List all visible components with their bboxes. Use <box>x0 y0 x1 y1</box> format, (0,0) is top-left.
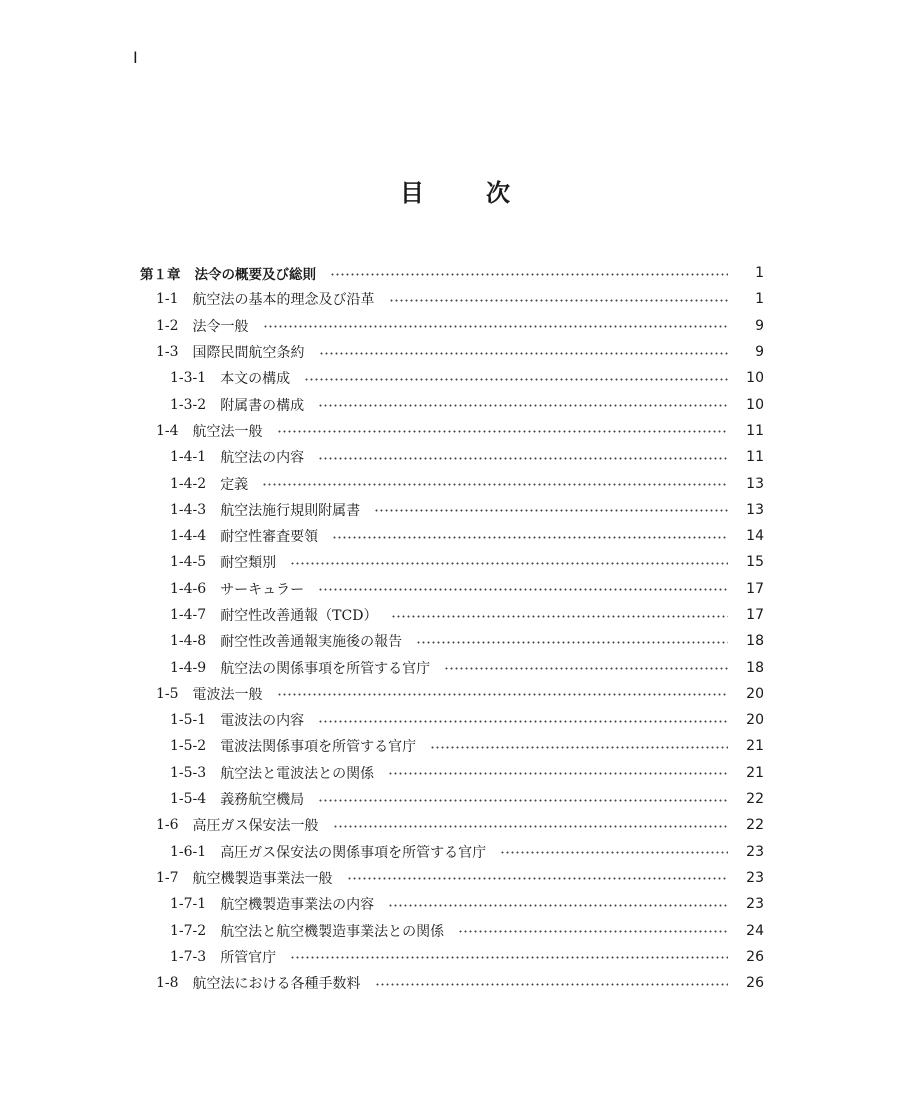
toc-entry-page: 10 <box>746 370 764 387</box>
toc-entry-number: 1-7-1 <box>170 896 207 913</box>
toc-entry-number: 1-4-7 <box>170 607 207 623</box>
toc-entry-title: 航空機製造事業法の内容 <box>220 897 375 914</box>
toc-entry-title: サーキュラー <box>220 581 305 598</box>
toc-entry-number: 1-6-1 <box>170 843 207 860</box>
dot-leader <box>319 352 728 355</box>
toc-entry-title: 航空法における各種手数料 <box>192 976 361 993</box>
dot-leader <box>318 720 728 723</box>
toc-entry-title: 法令一般 <box>192 318 249 335</box>
dot-leader <box>388 904 728 907</box>
toc-entry[interactable] <box>140 339 764 365</box>
dot-leader <box>263 325 728 328</box>
toc-entry-title: 電波法関係事項を所管する官庁 <box>220 739 417 756</box>
toc-entry-title: 法令の概要及び総則 <box>194 267 316 284</box>
toc-entry[interactable] <box>140 286 764 312</box>
toc-entry-page: 13 <box>746 475 764 492</box>
toc-entry-title: 義務航空機局 <box>220 792 305 809</box>
toc-entry-title: 所管官庁 <box>220 949 277 966</box>
toc-entry-title: 航空法の関係事項を所管する官庁 <box>220 660 431 677</box>
toc-entry-page: 23 <box>746 869 764 886</box>
toc-entry-title: 高圧ガス保安法の関係事項を所管する官庁 <box>220 844 487 861</box>
dot-leader <box>458 930 728 933</box>
dot-leader <box>500 851 728 854</box>
toc-entry[interactable] <box>140 917 764 943</box>
dot-leader <box>391 615 728 618</box>
toc-entry-page: 20 <box>746 712 764 729</box>
toc-entry[interactable] <box>140 654 764 680</box>
toc-entry-page: 21 <box>746 764 764 781</box>
toc-entry-number: 1-8 <box>156 975 179 992</box>
dot-leader <box>262 483 728 486</box>
toc-entry-title: 附属書の構成 <box>220 397 305 414</box>
dot-leader <box>374 509 728 512</box>
toc-entry-page: 24 <box>746 922 764 939</box>
toc-entry-page: 22 <box>746 817 764 834</box>
toc-entry-page: 17 <box>746 607 764 623</box>
dot-leader <box>277 430 728 433</box>
toc-entry-page: 18 <box>746 633 764 650</box>
toc-entry-number: 1-5 <box>156 685 179 702</box>
toc-entry-page: 10 <box>746 396 764 413</box>
table-of-contents <box>140 260 764 996</box>
toc-entry-number: 第１章 <box>140 267 181 284</box>
toc-entry-title: 定義 <box>220 476 249 493</box>
toc-entry-number: 1-4 <box>156 422 179 439</box>
dot-leader <box>318 588 728 591</box>
dot-leader <box>416 641 728 644</box>
toc-entry[interactable] <box>140 418 764 444</box>
toc-entry-title: 耐空性審査要領 <box>220 529 319 546</box>
toc-entry[interactable] <box>140 865 764 891</box>
toc-entry-number: 1-7-2 <box>170 922 207 939</box>
dot-leader <box>430 746 728 749</box>
toc-entry[interactable] <box>140 602 764 628</box>
dot-leader <box>389 299 728 302</box>
toc-entry[interactable] <box>140 470 764 496</box>
toc-entry[interactable] <box>140 970 764 996</box>
toc-entry[interactable] <box>140 576 764 602</box>
toc-entry-page: 20 <box>746 685 764 702</box>
dot-leader <box>318 799 728 802</box>
toc-entry-number: 1-4-5 <box>170 554 207 571</box>
toc-entry-number: 1-2 <box>156 317 179 334</box>
toc-entry-number: 1-4-6 <box>170 580 207 597</box>
toc-entry-number: 1-5-2 <box>170 738 207 755</box>
toc-entry[interactable] <box>140 497 764 523</box>
toc-entry[interactable] <box>140 812 764 838</box>
toc-entry-number: 1-3-1 <box>170 370 207 387</box>
toc-entry-number: 1-6 <box>156 817 179 834</box>
toc-entry-title: 航空法と航空機製造事業法との関係 <box>220 923 445 940</box>
toc-entry[interactable] <box>140 891 764 917</box>
dot-leader <box>388 772 728 775</box>
toc-entry-title: 国際民間航空条約 <box>192 345 305 362</box>
toc-entry-title: 本文の構成 <box>220 371 291 388</box>
toc-entry[interactable] <box>140 391 764 417</box>
toc-entry-page: 1 <box>755 291 764 308</box>
toc-entry[interactable] <box>140 313 764 339</box>
dot-leader <box>304 378 728 381</box>
toc-entry-title: 高圧ガス保安法一般 <box>192 818 319 835</box>
toc-entry-title: 航空法と電波法との関係 <box>220 765 375 782</box>
toc-entry[interactable] <box>140 786 764 812</box>
dot-leader <box>290 956 728 959</box>
dot-leader <box>290 562 728 565</box>
toc-entry-page: 22 <box>746 791 764 808</box>
toc-entry-number: 1-1 <box>156 291 179 308</box>
toc-entry[interactable] <box>140 523 764 549</box>
dot-leader <box>318 404 728 407</box>
toc-entry[interactable] <box>140 733 764 759</box>
toc-entry-title: 航空法の内容 <box>220 450 305 467</box>
toc-entry-title: 電波法一般 <box>192 686 263 703</box>
toc-entry-page: 17 <box>746 580 764 597</box>
toc-entry[interactable] <box>140 681 764 707</box>
toc-entry-page: 26 <box>746 975 764 992</box>
toc-entry-page: 14 <box>746 528 764 545</box>
toc-entry[interactable] <box>140 707 764 733</box>
toc-entry[interactable] <box>140 549 764 575</box>
toc-entry-title: 航空機製造事業法一般 <box>192 870 333 887</box>
toc-entry[interactable] <box>140 260 764 286</box>
toc-entry-page: 18 <box>746 659 764 676</box>
toc-entry-page: 11 <box>746 449 764 466</box>
page-mark: I <box>133 48 138 67</box>
toc-entry-number: 1-5-4 <box>170 791 207 808</box>
toc-entry-number: 1-4-3 <box>170 501 207 518</box>
toc-entry-page: 21 <box>746 738 764 755</box>
dot-leader <box>375 983 728 986</box>
dot-leader <box>318 457 728 460</box>
toc-entry-page: 15 <box>746 554 764 571</box>
toc-entry-number: 1-4-9 <box>170 659 207 676</box>
toc-entry-page: 11 <box>746 422 764 439</box>
toc-entry-page: 23 <box>746 896 764 913</box>
toc-entry-number: 1-7-3 <box>170 948 207 965</box>
title-char-2: 次 <box>486 178 510 207</box>
toc-entry-number: 1-4-2 <box>170 475 207 492</box>
toc-entry-number: 1-4-1 <box>170 449 207 466</box>
toc-entry-page: 23 <box>746 843 764 860</box>
toc-entry-number: 1-4-8 <box>170 633 207 650</box>
toc-entry[interactable] <box>140 944 764 970</box>
toc-entry-title: 耐空性改善通報実施後の報告 <box>220 634 403 651</box>
toc-entry-title: 航空法の基本的理念及び沿革 <box>192 292 375 309</box>
toc-entry-page: 1 <box>755 265 764 282</box>
dot-leader <box>332 536 728 539</box>
toc-entry-title: 航空法施行規則附属書 <box>220 502 361 519</box>
toc-entry[interactable] <box>140 760 764 786</box>
toc-entry-title: 航空法一般 <box>192 423 263 440</box>
dot-leader <box>333 825 728 828</box>
toc-entry[interactable] <box>140 628 764 654</box>
page-title <box>400 178 510 208</box>
toc-entry-page: 26 <box>746 948 764 965</box>
title-char-1: 目 <box>400 178 424 207</box>
toc-entry-title: 耐空性改善通報（TCD） <box>220 608 378 624</box>
toc-entry-title: 電波法の内容 <box>220 713 305 730</box>
toc-entry-number: 1-3 <box>156 344 179 361</box>
toc-entry-number: 1-4-4 <box>170 528 207 545</box>
toc-entry[interactable] <box>140 839 764 865</box>
dot-leader <box>347 877 728 880</box>
dot-leader <box>444 667 728 670</box>
toc-entry-page: 9 <box>755 317 764 334</box>
toc-entry-number: 1-5-1 <box>170 712 207 729</box>
toc-entry-page: 9 <box>755 344 764 361</box>
toc-entry[interactable] <box>140 444 764 470</box>
toc-entry-number: 1-3-2 <box>170 396 207 413</box>
toc-entry-page: 13 <box>746 501 764 518</box>
dot-leader <box>277 693 728 696</box>
toc-entry-number: 1-5-3 <box>170 764 207 781</box>
toc-entry[interactable] <box>140 365 764 391</box>
toc-entry-title: 耐空類別 <box>220 555 277 572</box>
toc-entry-number: 1-7 <box>156 869 179 886</box>
dot-leader <box>330 273 728 276</box>
